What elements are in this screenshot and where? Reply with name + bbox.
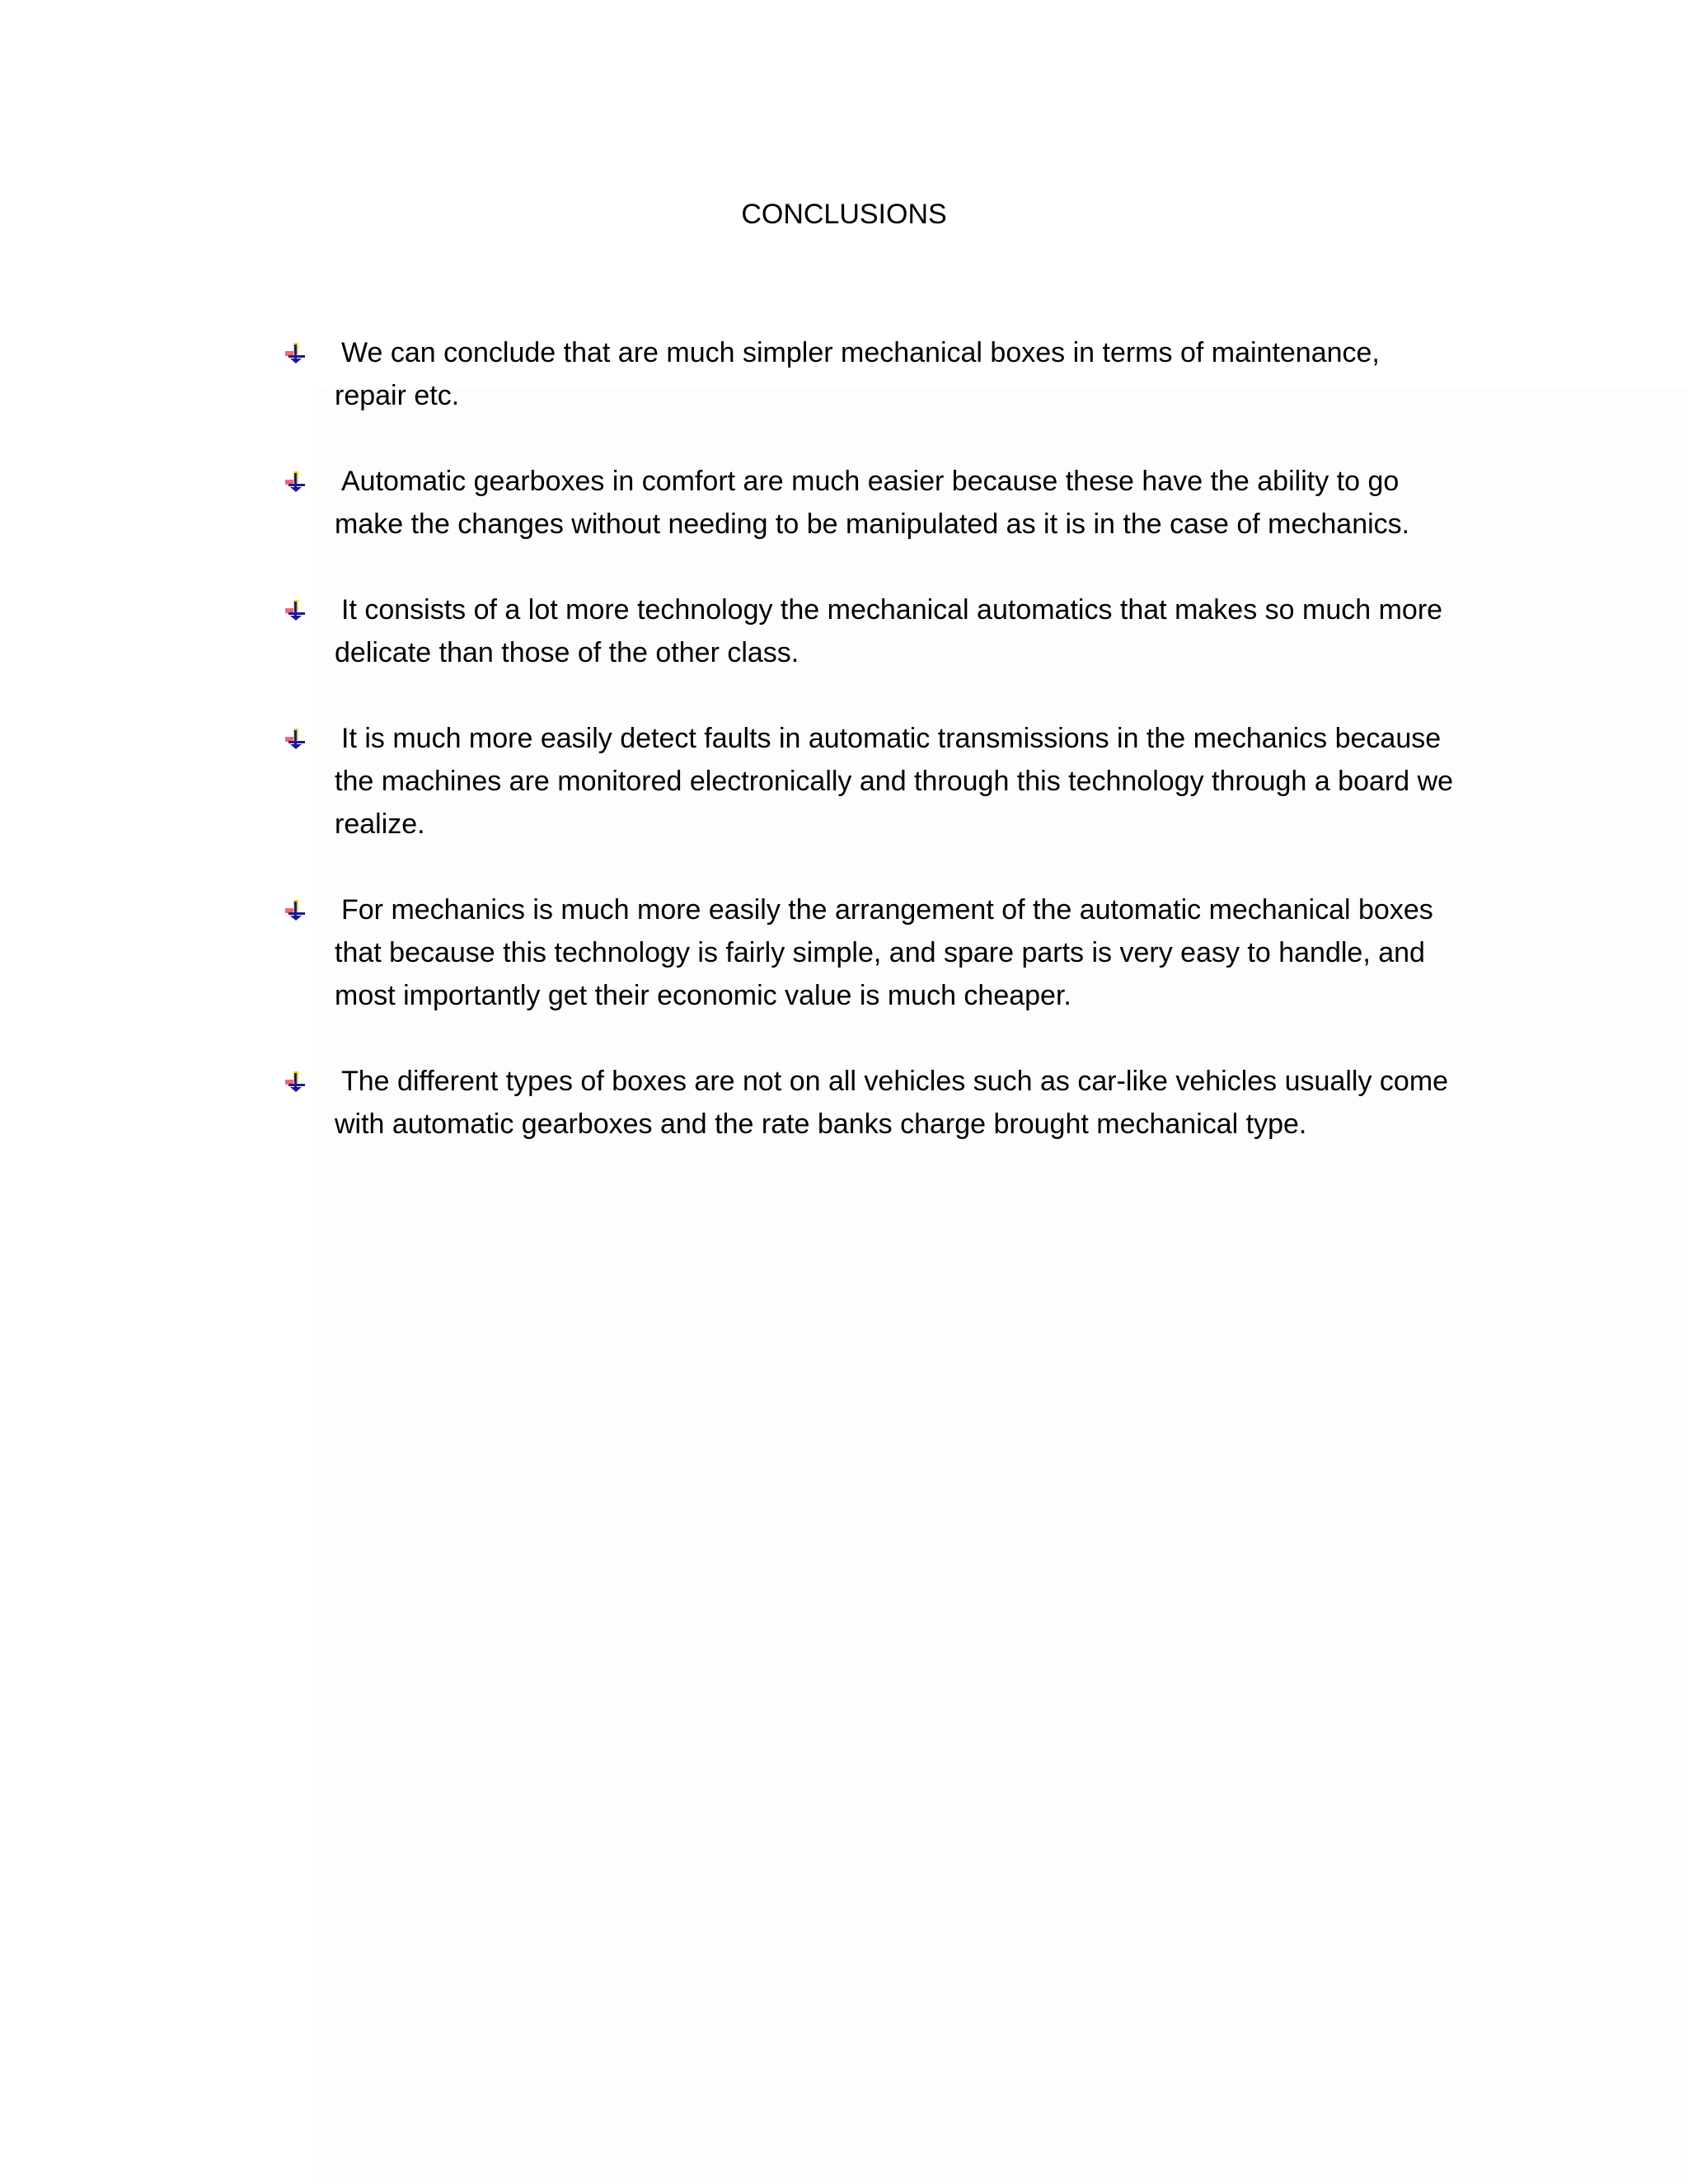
bullet-text: We can conclude that are much simpler mechanical boxes in terms of maintenance, repair etc. — [335, 337, 1380, 411]
bullet-text: It is much more easily detect faults in automatic transmissions in the mechanics because the machines are monitored electronically and through this technology through a board we realize. — [335, 723, 1454, 840]
bullet-text: It consists of a lot more technology the mechanical automatics that makes so much more delicate than those of the other class. — [335, 594, 1443, 668]
bullet-text: The different types of boxes are not on all vehicles such as car-like vehicles usually come with automatic gearboxes and the rate banks charge brought mechanical type. — [335, 1066, 1449, 1140]
bullet-text: For mechanics is much more easily the arrangement of the automatic mechanical boxes that because this technology is fairly simple, and spare parts is very easy to handle, and most importantly get their economic value is much cheaper. — [335, 894, 1433, 1011]
list-item — [280, 460, 1459, 546]
list-item — [280, 1060, 1459, 1146]
conclusions-list — [280, 331, 1459, 1188]
arrow-plus-icon — [284, 727, 308, 752]
arrow-plus-icon — [284, 898, 308, 923]
page-title: CONCLUSIONS — [741, 199, 947, 230]
list-item — [280, 588, 1459, 674]
arrow-plus-icon — [284, 1070, 308, 1094]
list-item — [280, 888, 1459, 1017]
list-item — [280, 331, 1459, 417]
arrow-plus-icon — [284, 470, 308, 494]
list-item — [280, 717, 1459, 846]
arrow-plus-icon — [284, 341, 308, 366]
bullet-text: Automatic gearboxes in comfort are much easier because these have the ability to go make the changes without needing to be manipulated as it is in the case of mechanics. — [335, 466, 1410, 540]
arrow-plus-icon — [284, 598, 308, 623]
